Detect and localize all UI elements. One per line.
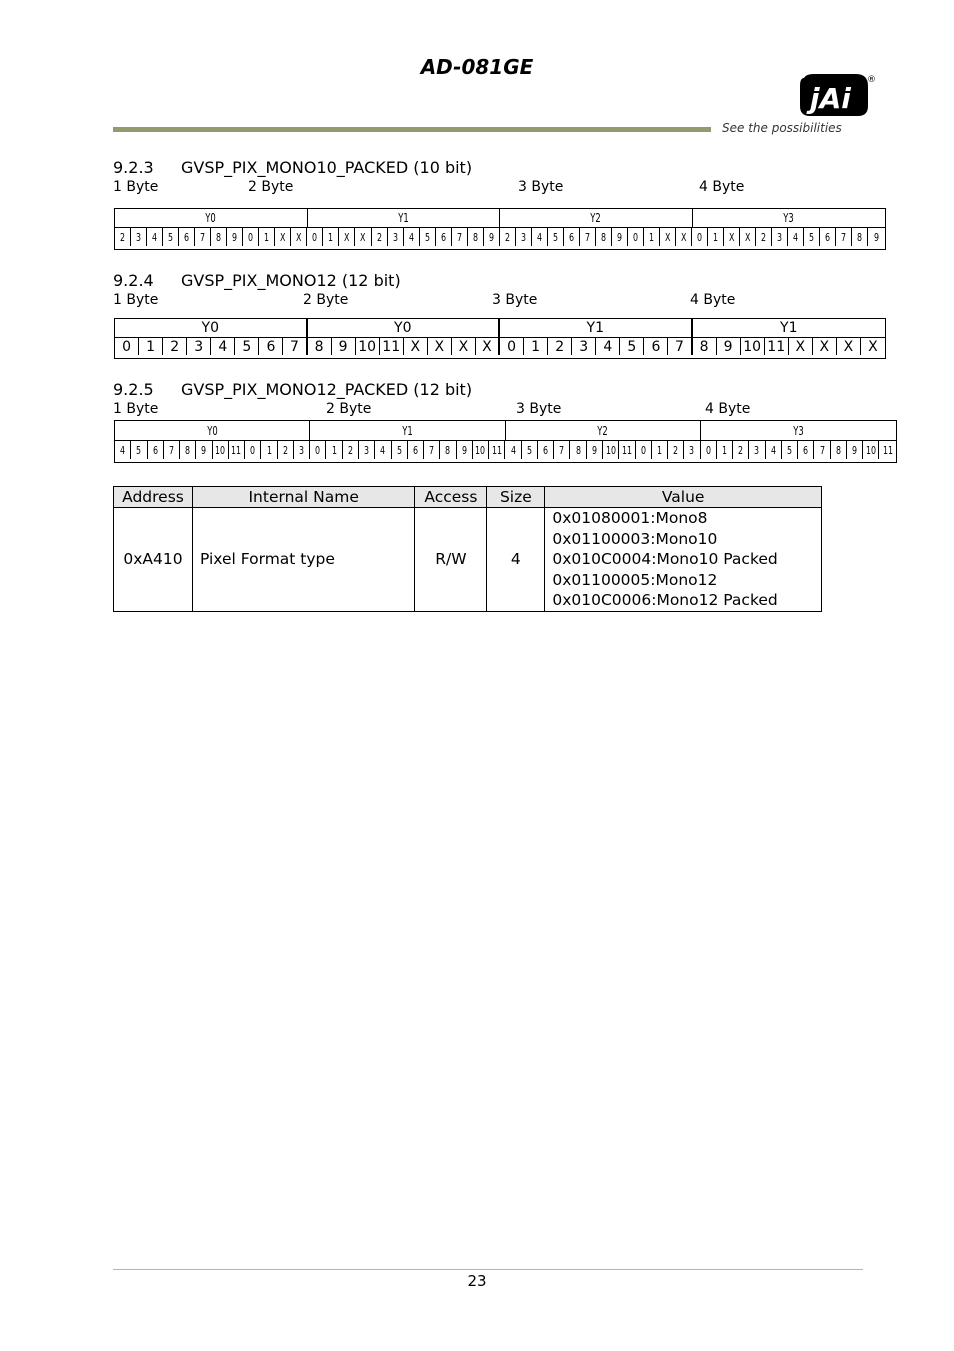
bit-cell: X: [355, 228, 371, 246]
bit-cell: 9: [332, 338, 356, 355]
byte-label: 3 Byte: [492, 292, 538, 308]
bit-cell: 9: [847, 441, 863, 459]
bit-cell: 8: [693, 338, 717, 355]
bit-cell: 8: [831, 441, 847, 459]
bit-cell: 11: [229, 441, 245, 459]
bit-cell: X: [291, 228, 307, 246]
bit-cell: 11: [882, 443, 893, 457]
pixel-group-label: Y3: [701, 421, 896, 441]
pixel-group-label: Y3: [693, 209, 886, 228]
bit-cell: 3: [749, 441, 765, 459]
bit-cell: X: [837, 338, 861, 355]
svg-text:jAi: jAi: [810, 82, 851, 115]
tagline: See the possibilities: [722, 121, 842, 135]
cell-size: 4: [487, 508, 545, 612]
bit-cell: 3: [516, 228, 532, 246]
value-line: 0x010C0006:Mono12 Packed: [552, 591, 778, 609]
bit-cell: 10: [603, 441, 619, 459]
bit-cell: 2: [163, 338, 187, 355]
bit-cell: 2: [278, 441, 294, 459]
bit-cell: 8: [852, 228, 868, 246]
section-heading-mono12: [113, 271, 401, 290]
bit-cell: 11: [380, 338, 404, 355]
bit-cell: 4: [211, 338, 235, 355]
bit-cell: 4: [766, 441, 782, 459]
byte-label: 3 Byte: [516, 401, 562, 417]
bit-cell: 6: [179, 228, 195, 246]
bit-cell: 1: [717, 441, 733, 459]
cell-access: R/W: [415, 508, 487, 612]
bit-cell: 9: [484, 228, 500, 246]
bit-cell: 7: [814, 441, 830, 459]
bit-cell: X: [275, 228, 291, 246]
byte-label: 1 Byte: [113, 292, 159, 308]
byte-label: 1 Byte: [113, 401, 159, 417]
footer-rule: [113, 1269, 863, 1270]
bit-cell: 5: [392, 441, 408, 459]
bit-cell: 0: [628, 228, 644, 246]
bit-cell: 6: [644, 338, 668, 355]
bit-cell: 8: [180, 441, 196, 459]
byte-label: 3 Byte: [518, 179, 564, 195]
bit-cell: 7: [283, 338, 307, 355]
document-title: AD-081GE: [420, 55, 534, 79]
bit-cell: 6: [564, 228, 580, 246]
bit-cell: 6: [798, 441, 814, 459]
bit-cell: X: [452, 338, 476, 355]
bit-cell: 7: [452, 228, 468, 246]
bit-layout-mono10-packed: [114, 208, 886, 250]
bit-cell: 9: [612, 228, 628, 246]
bit-cell: 4: [505, 441, 521, 459]
bit-cell: 11: [489, 441, 505, 459]
bit-cell: 5: [420, 228, 436, 246]
bit-cell: 6: [148, 441, 164, 459]
bit-cell: 2: [756, 228, 772, 246]
header-rule: [113, 127, 711, 132]
section-number: 9.2.3: [113, 158, 154, 177]
bit-cell: 4: [532, 228, 548, 246]
bit-cell: 6: [408, 441, 424, 459]
register-table: [113, 486, 822, 612]
bit-cell: 10: [356, 338, 380, 355]
section-title: GVSP_PIX_MONO12 (12 bit): [181, 271, 401, 290]
bit-cell: 1: [323, 228, 339, 246]
bit-cell: 7: [668, 338, 692, 355]
bit-cell: 6: [436, 228, 452, 246]
bit-cell: 3: [187, 338, 211, 355]
bit-cell: 7: [554, 441, 570, 459]
bit-cell: 1: [708, 228, 724, 246]
pixel-group-label: Y1: [693, 319, 886, 338]
bit-cell: 8: [440, 441, 456, 459]
bit-cell: 3: [359, 441, 375, 459]
pixel-group-label: Y1: [308, 209, 501, 228]
bit-cell: 2: [372, 228, 388, 246]
bit-cell: X: [339, 228, 355, 246]
bit-cell: 8: [596, 228, 612, 246]
header-access: Access: [415, 487, 487, 508]
section-number: 9.2.4: [113, 271, 154, 290]
bit-cell: 1: [524, 338, 548, 355]
bit-cell: 8: [308, 338, 332, 355]
bit-cell: 7: [424, 441, 440, 459]
bit-layout-mono12: [114, 318, 886, 359]
pixel-group-label: Y2: [506, 421, 701, 441]
bit-cell: 5: [131, 441, 147, 459]
bit-cell: 0: [692, 228, 708, 246]
bit-cell: 1: [326, 441, 342, 459]
bit-cell: 9: [717, 338, 741, 355]
bit-cell: 9: [587, 441, 603, 459]
bit-cell: 3: [684, 441, 700, 459]
bit-cell: 1: [652, 441, 668, 459]
bit-cell: X: [660, 228, 676, 246]
bit-cell: 3: [772, 228, 788, 246]
bit-cell: 5: [548, 228, 564, 246]
bit-cell: 0: [243, 228, 259, 246]
header-value: Value: [545, 487, 822, 508]
byte-label: 2 Byte: [326, 401, 372, 417]
bit-cell: 0: [701, 441, 717, 459]
bit-cell: X: [404, 338, 428, 355]
bit-cell: 2: [343, 441, 359, 459]
bit-cell: 3: [131, 228, 147, 246]
bit-cell: 4: [375, 441, 391, 459]
table-row: [114, 508, 822, 612]
pixel-group-label: Y0: [115, 319, 308, 338]
bit-cell: 1: [259, 228, 275, 246]
bit-cell: 5: [620, 338, 644, 355]
bit-cell: 3: [294, 441, 310, 459]
bit-cell: 0: [636, 441, 652, 459]
bit-cell: 9: [873, 230, 880, 244]
value-line: 0x01100003:Mono10: [552, 529, 718, 548]
table-header-row: [114, 487, 822, 508]
bit-cell: 7: [580, 228, 596, 246]
bit-cell: 6: [259, 338, 283, 355]
page-number: 23: [467, 1272, 487, 1290]
bit-cell: 10: [741, 338, 765, 355]
bit-cell: 4: [115, 441, 131, 459]
bit-cell: 5: [782, 441, 798, 459]
bit-cell: 5: [804, 228, 820, 246]
bit-cell: 5: [235, 338, 259, 355]
byte-label: 4 Byte: [699, 179, 745, 195]
bit-cell: X: [789, 338, 813, 355]
section-title: GVSP_PIX_MONO12_PACKED (12 bit): [181, 380, 473, 399]
bit-cell: 1: [139, 338, 163, 355]
cell-value: [545, 508, 822, 612]
bit-cell: 0: [500, 338, 524, 355]
bit-cell: X: [740, 228, 756, 246]
bit-cell: 1: [261, 441, 277, 459]
bit-cell: X: [428, 338, 452, 355]
section-heading-mono12-packed: [113, 380, 472, 399]
bit-cell: X: [724, 228, 740, 246]
bit-cell: X: [868, 338, 878, 355]
svg-text:®: ®: [867, 75, 876, 85]
bit-cell: X: [476, 338, 500, 355]
bit-cell: 10: [213, 441, 229, 459]
bit-cell: 4: [788, 228, 804, 246]
bit-cell: 2: [548, 338, 572, 355]
bit-cell: 3: [388, 228, 404, 246]
bit-cell: 0: [310, 441, 326, 459]
section-title: GVSP_PIX_MONO10_PACKED (10 bit): [181, 158, 473, 177]
bit-cell: 2: [668, 441, 684, 459]
value-line: 0x01080001:Mono8: [552, 509, 708, 527]
bit-cell: 11: [765, 338, 789, 355]
bit-cell: 7: [836, 228, 852, 246]
bit-cell: 3: [572, 338, 596, 355]
pixel-group-label: Y0: [308, 319, 501, 338]
bit-cell: 2: [115, 228, 131, 246]
bit-cell: 9: [196, 441, 212, 459]
cell-address: 0xA410: [114, 508, 193, 612]
bit-cell: 0: [115, 338, 139, 355]
bit-cell: 11: [619, 441, 635, 459]
bit-cell: 1: [644, 228, 660, 246]
bit-cell: 6: [538, 441, 554, 459]
section-heading-mono10-packed: [113, 158, 472, 177]
section-number: 9.2.5: [113, 380, 154, 399]
bit-cell: 0: [307, 228, 323, 246]
bit-cell: 9: [457, 441, 473, 459]
pixel-group-label: Y1: [500, 319, 693, 338]
bit-cell: 8: [468, 228, 484, 246]
bit-cell: 10: [863, 441, 879, 459]
bit-cell: X: [676, 228, 692, 246]
bit-cell: 8: [211, 228, 227, 246]
bit-cell: 10: [473, 441, 489, 459]
header-address: Address: [114, 487, 193, 508]
bit-cell: 9: [227, 228, 243, 246]
bit-cell: 6: [820, 228, 836, 246]
bit-cell: 0: [245, 441, 261, 459]
byte-label: 4 Byte: [705, 401, 751, 417]
byte-label: 2 Byte: [248, 179, 294, 195]
bit-cell: 5: [522, 441, 538, 459]
bit-cell: 4: [404, 228, 420, 246]
byte-label: 2 Byte: [303, 292, 349, 308]
bit-cell: 4: [147, 228, 163, 246]
bit-cell: X: [813, 338, 837, 355]
bit-cell: 5: [163, 228, 179, 246]
bit-cell: 2: [500, 228, 516, 246]
pixel-group-label: Y0: [115, 209, 308, 228]
bit-cell: 4: [596, 338, 620, 355]
bit-layout-mono12-packed: [114, 420, 897, 463]
header-internal-name: Internal Name: [192, 487, 414, 508]
jai-logo: [796, 70, 876, 120]
bit-cell: 7: [164, 441, 180, 459]
header-size: Size: [487, 487, 545, 508]
pixel-group-label: Y1: [310, 421, 505, 441]
byte-label: 1 Byte: [113, 179, 159, 195]
byte-label: 4 Byte: [690, 292, 736, 308]
cell-internal-name: Pixel Format type: [192, 508, 414, 612]
pixel-group-label: Y2: [500, 209, 693, 228]
value-line: 0x01100005:Mono12: [552, 570, 718, 589]
bit-cell: 2: [733, 441, 749, 459]
value-line: 0x010C0004:Mono10 Packed: [552, 550, 778, 568]
bit-cell: 7: [195, 228, 211, 246]
pixel-group-label: Y0: [115, 421, 310, 441]
bit-cell: 8: [570, 441, 586, 459]
